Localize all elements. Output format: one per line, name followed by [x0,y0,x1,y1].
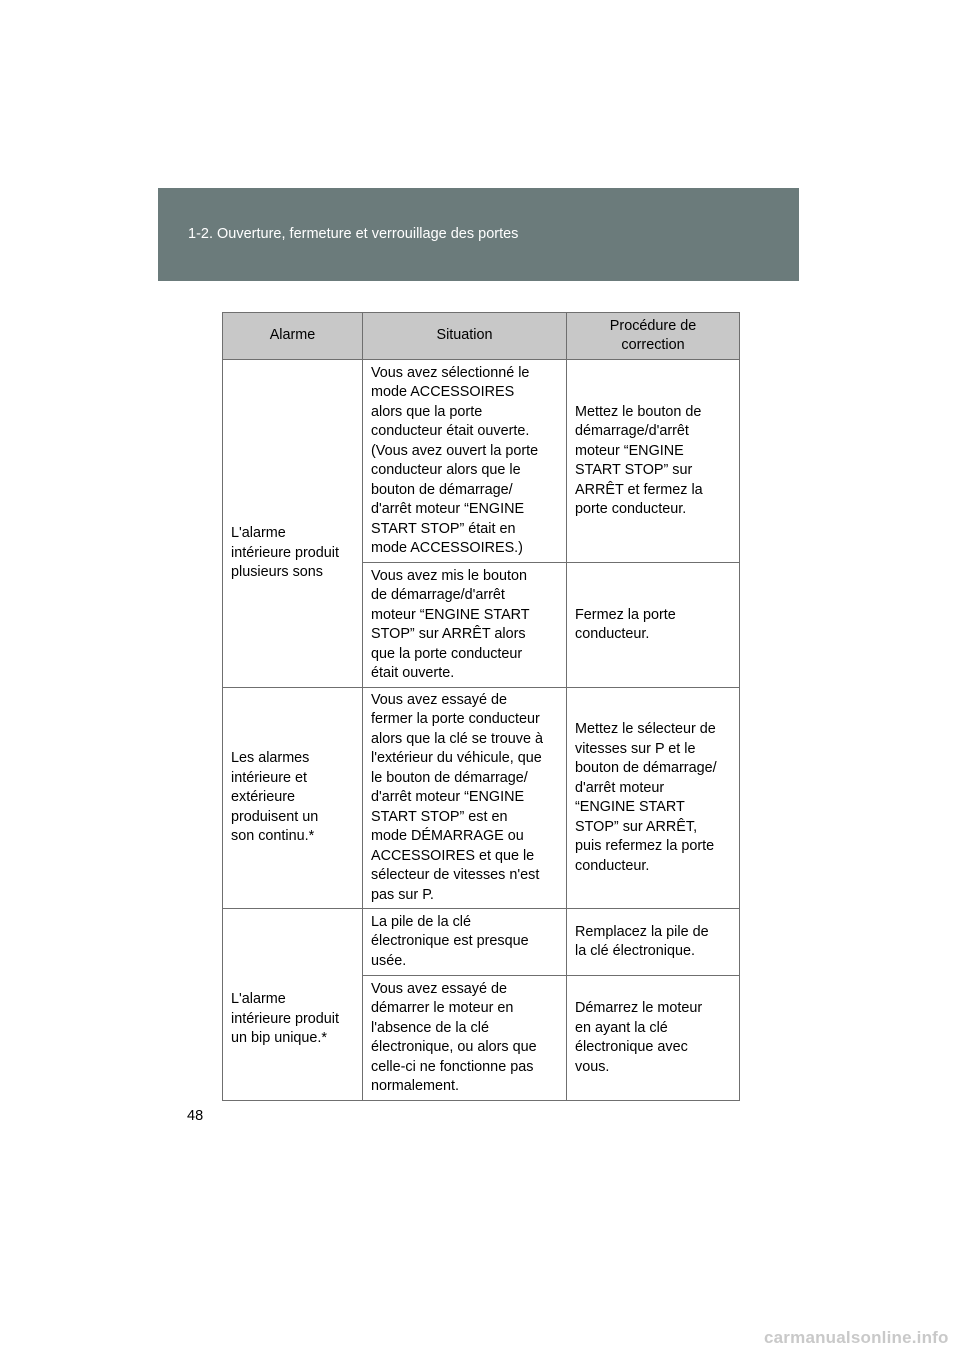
section-title: 1-2. Ouverture, fermeture et verrouillage des portes [188,226,519,242]
correction-cell: Démarrez le moteur en ayant la clé électronique avec vous. [567,976,740,1101]
situation-cell: Vous avez essayé de démarrer le moteur en l'absence de la clé électronique, ou alors que celle-ci ne fonctionne pas normalement. [363,976,567,1101]
header-correction: Procédure de correction [567,313,740,360]
table-row [223,360,740,563]
correction-cell: Fermez la porte conducteur. [567,563,740,688]
situation-cell: Vous avez essayé de fermer la porte conducteur alors que la clé se trouve à l'extérieur du véhicule, que le bouton de démarrage/ d'arrêt moteur “ENGINE START STOP” est en mode DÉMARRAGE ou ACCESSOIRES et que le sélecteur de vitesses n'est pas sur P. [363,688,567,909]
watermark: carmanualsonline.info [764,1328,949,1347]
situation-cell: La pile de la clé électronique est presque usée. [363,909,567,976]
situation-cell: Vous avez sélectionné le mode ACCESSOIRES alors que la porte conducteur était ouverte. (Vous avez ouvert la porte conducteur alors que le bouton de démarrage/ d'arrêt moteur “ENGINE START STOP” était en mode ACCESSOIRES.) [363,360,567,563]
alarm-cell: Les alarmes intérieure et extérieure produisent un son continu.* [223,688,363,909]
alarm-table [222,312,740,1101]
correction-cell: Mettez le bouton de démarrage/d'arrêt moteur “ENGINE START STOP” sur ARRÊT et fermez la porte conducteur. [567,360,740,563]
alarm-cell: L'alarme intérieure produit un bip unique.* [223,909,363,1101]
correction-cell: Remplacez la pile de la clé électronique. [567,909,740,976]
page-number: 48 [187,1108,204,1124]
situation-cell: Vous avez mis le bouton de démarrage/d'arrêt moteur “ENGINE START STOP” sur ARRÊT alors que la porte conducteur était ouverte. [363,563,567,688]
table-row [223,688,740,909]
table-header-row [223,313,740,360]
header-situation: Situation [363,313,567,360]
section-header-band [158,188,799,281]
table-row [223,909,740,976]
header-alarme: Alarme [223,313,363,360]
alarm-cell: L'alarme intérieure produit plusieurs sons [223,360,363,688]
correction-cell: Mettez le sélecteur de vitesses sur P et le bouton de démarrage/ d'arrêt moteur “ENGINE START STOP” sur ARRÊT, puis refermez la porte conducteur. [567,688,740,909]
